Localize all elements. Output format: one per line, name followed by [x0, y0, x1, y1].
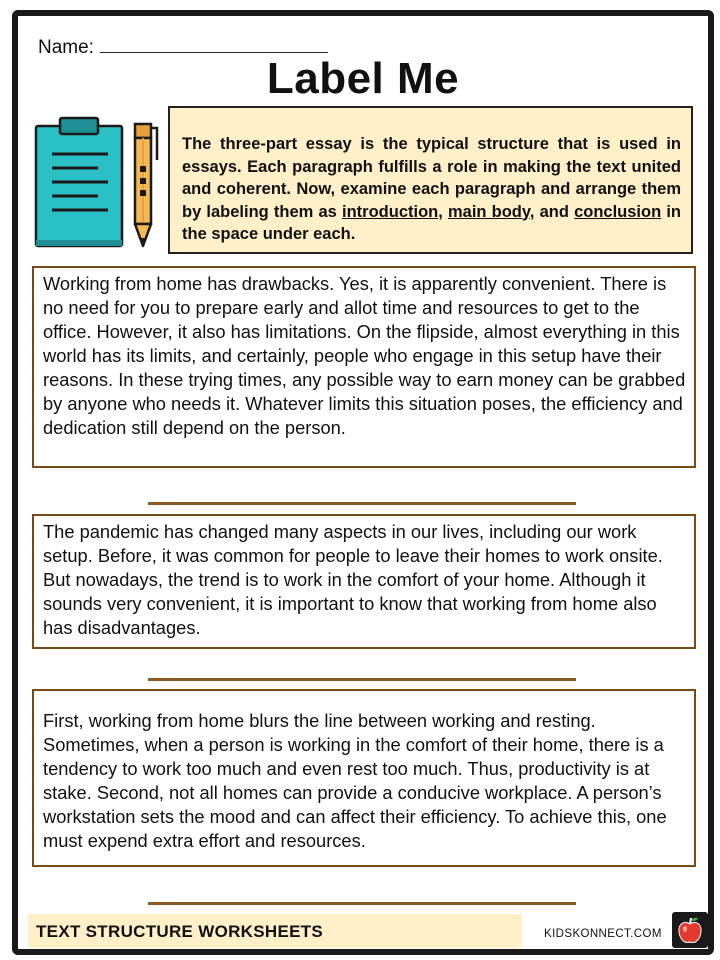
clipboard-pencil-icon: [32, 114, 164, 254]
instructions-text-end: in the space under each.: [182, 202, 681, 243]
term-conclusion: conclusion: [574, 202, 662, 221]
footer-title: TEXT STRUCTURE WORKSHEETS: [36, 922, 324, 941]
term-main-body: main body: [447, 202, 530, 221]
apple-logo: [672, 912, 708, 948]
footer-site: KIDSKONNECT.COM: [544, 928, 662, 940]
name-input-line[interactable]: [100, 34, 328, 53]
instructions-separator: , and: [529, 202, 575, 221]
instructions-box: [168, 106, 693, 254]
page-title: Label Me: [266, 54, 460, 103]
answer-line-1[interactable]: [148, 502, 576, 505]
answer-line-3[interactable]: [148, 902, 576, 905]
paragraph-box-3: First, working from home blurs the line between working and resting. Sometimes, when a person is working in the comfort of their home, there is a tendency to work too much and even rest too much. Thus, productivity is at stake. Second, not all homes can provide a conducive workplace. A person’s workstation sets the mood and can affect their efficiency. To achieve this, one must expend extra effort and resources.: [32, 689, 696, 867]
instructions-separator: ,: [438, 202, 448, 221]
footer: [28, 912, 692, 948]
apple-icon: [672, 912, 708, 948]
paragraph-box-2: The pandemic has changed many aspects in our lives, including our work setup. Before, it was common for people to leave their homes to work onsite. But nowadays, the trend is to work in the comfort of your home. Although it sounds very convenient, it is important to know that working from home also has disadvantages.: [32, 514, 696, 649]
term-introduction: introduction: [342, 202, 439, 221]
instructions-text: The three-part essay is the typical structure that is used in essays. Each paragraph fulfills a role in making the text united and coherent. Now, examine each paragraph and arrange them by labeling them as: [182, 135, 681, 221]
clipboard-icon: [36, 118, 122, 246]
worksheet-page: [12, 10, 714, 955]
paragraph-box-1: Working from home has drawbacks. Yes, it is apparently convenient. There is no need for you to prepare early and allot time and resources to get to the office. However, it also has limitations. On the flipside, almost everything in this world has its limits, and certainly, people who engage in this setup have their reasons. In these trying times, any possible way to earn money can be grabbed by anyone who needs it. Whatever limits this situation poses, the efficiency and dedication still depend on the person.: [32, 266, 696, 468]
pencil-icon: [135, 124, 157, 246]
name-label: Name:: [38, 37, 94, 58]
answer-line-2[interactable]: [148, 678, 576, 681]
